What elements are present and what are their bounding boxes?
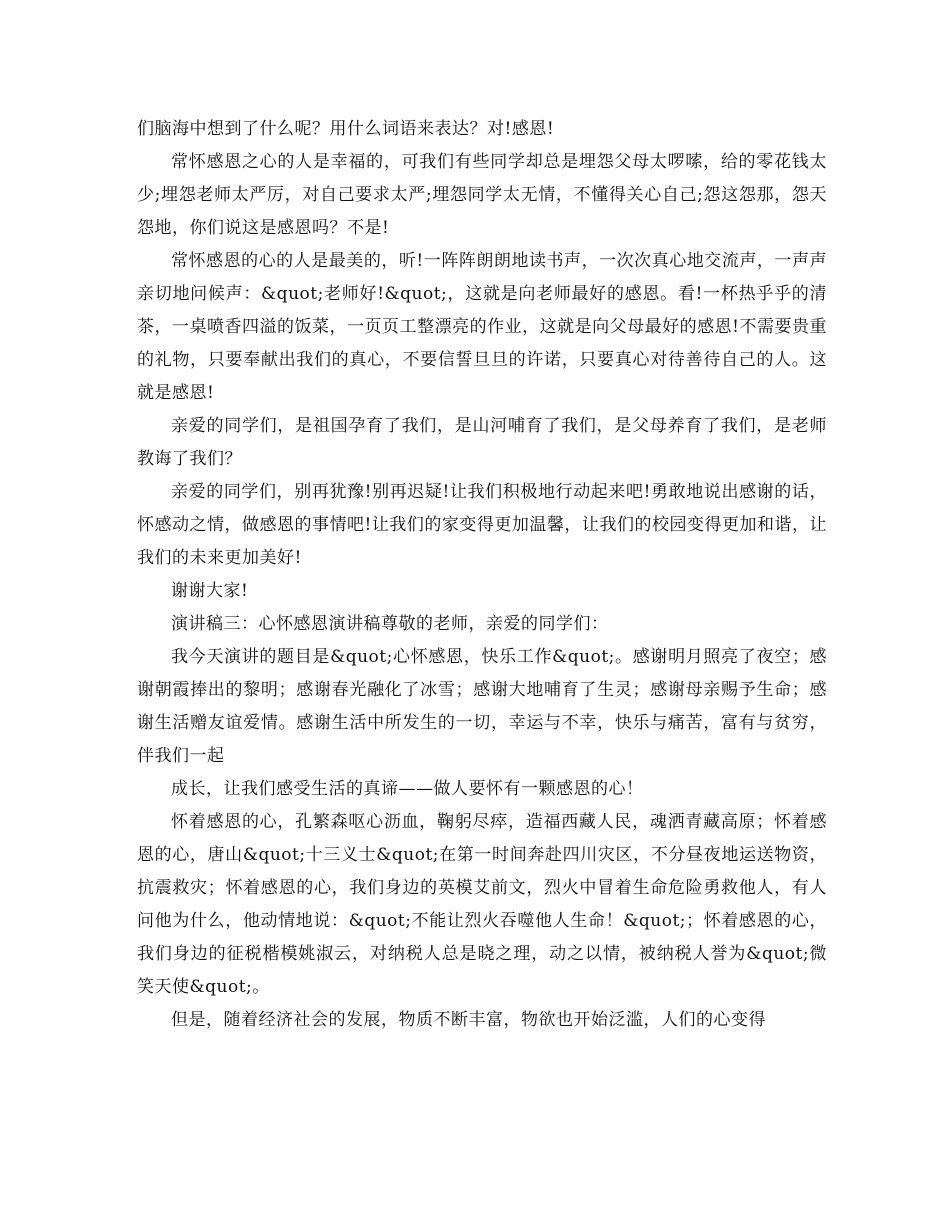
paragraph: 常怀感恩之心的人是幸福的，可我们有些同学却总是埋怨父母太啰嗦，给的零花钱太少;埋怨老师太严厉，对自己要求太严;埋怨同学太无情，不懂得关心自己;怨这怨那，怨天怨地，你们说这是感恩吗？不是! bbox=[137, 152, 827, 238]
paragraph: 怀着感恩的心，孔繁森呕心沥血，鞠躬尽瘁，造福西藏人民，魂洒青藏高原；怀着感恩的心，唐山&quot;十三义士&quot;在第一时间奔赴四川灾区，不分昼夜地运送物资，抗震救灾；怀着感恩的心，我们身边的英模艾前文，烈火中冒着生命危险勇救他人，有人问他为什么，他动情地说：&quot;不能让烈火吞噬他人生命！&quot;；怀着感恩的心，我们身边的征税楷模姚淑云，对纳税人总是晓之理，动之以情，被纳税人誉为&quot;微笑天使&quot;。 bbox=[137, 812, 827, 997]
paragraph: 谢谢大家! bbox=[171, 581, 249, 601]
paragraph: 亲爱的同学们，是祖国孕育了我们，是山河哺育了我们，是父母养育了我们，是老师教诲了我们？ bbox=[137, 416, 827, 469]
paragraph: 我今天演讲的题目是&quot;心怀感恩，快乐工作&quot;。感谢明月照亮了夜空；感谢朝霞捧出的黎明；感谢春光融化了冰雪；感谢大地哺育了生灵；感谢母亲赐予生命；感谢生活赠友谊爱情。感谢生活中所发生的一切，幸运与不幸，快乐与痛苦，富有与贫穷，伴我们一起 bbox=[137, 647, 827, 766]
paragraph: 演讲稿三：心怀感恩演讲稿尊敬的老师，亲爱的同学们： bbox=[171, 614, 609, 634]
paragraph: 但是，随着经济社会的发展，物质不断丰富，物欲也开始泛滥，人们的心变得 bbox=[171, 1010, 766, 1030]
document-body bbox=[137, 113, 827, 1037]
paragraph: 常怀感恩的心的人是最美的，听!一阵阵朗朗地读书声，一次次真心地交流声，一声声亲切地问候声：&quot;老师好!&quot;，这就是向老师最好的感恩。看!一杯热乎乎的清茶，一桌喷香四溢的饭菜，一页页工整漂亮的作业，这就是向父母最好的感恩!不需要贵重的礼物，只要奉献出我们的真心，不要信誓旦旦的许诺，只要真心对待善待自己的人。这就是感恩! bbox=[137, 251, 827, 403]
paragraph: 们脑海中想到了什么呢？用什么词语来表达？对!感恩! bbox=[137, 119, 555, 139]
paragraph: 亲爱的同学们，别再犹豫!别再迟疑!让我们积极地行动起来吧!勇敢地说出感谢的话，怀感动之情，做感恩的事情吧!让我们的家变得更加温馨，让我们的校园变得更加和谐，让我们的未来更加美好! bbox=[137, 482, 827, 568]
paragraph: 成长，让我们感受生活的真谛——做人要怀有一颗感恩的心！ bbox=[171, 779, 644, 799]
